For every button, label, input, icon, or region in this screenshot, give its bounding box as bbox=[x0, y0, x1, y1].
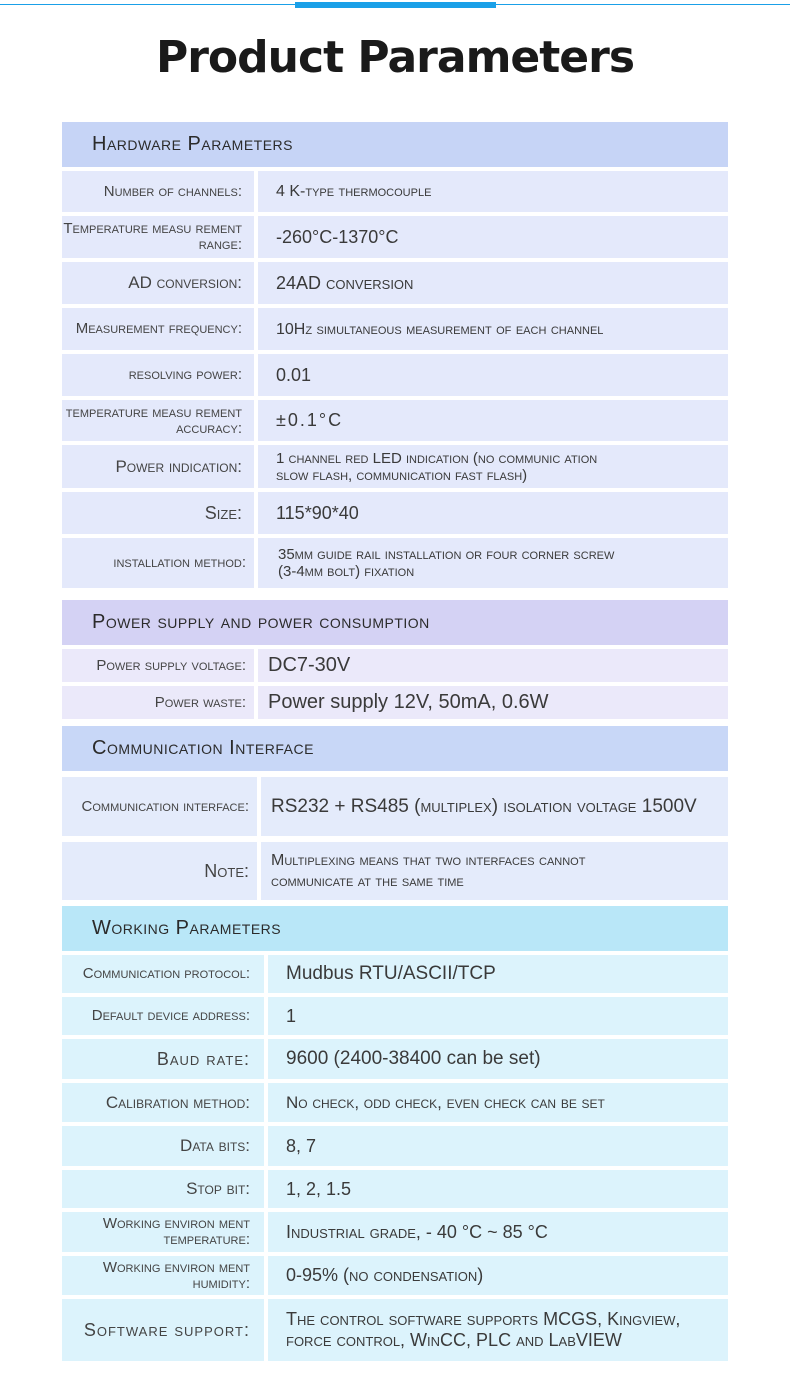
param-label: Data bits: bbox=[62, 1126, 264, 1166]
hardware-parameters-section bbox=[62, 122, 728, 588]
param-value: Mudbus RTU/ASCII/TCP bbox=[268, 955, 728, 993]
param-label: AD conversion: bbox=[62, 262, 254, 304]
param-value: Multiplexing means that two interfaces cannot communicate at the same time bbox=[261, 842, 728, 900]
page-title: Product Parameters bbox=[155, 32, 635, 83]
param-label: installation method: bbox=[62, 538, 254, 588]
param-label: Note: bbox=[62, 842, 257, 900]
param-label: Software support: bbox=[62, 1299, 264, 1361]
param-value: Industrial grade, - 40 °C ~ 85 °C bbox=[268, 1212, 728, 1252]
param-value: 1, 2, 1.5 bbox=[268, 1170, 728, 1208]
param-value: 10Hz simultaneous measurement of each channel bbox=[258, 308, 728, 350]
param-label: Measurement frequency: bbox=[62, 308, 254, 350]
working-parameters-section bbox=[62, 906, 728, 1361]
section-header: Communication Interface bbox=[62, 726, 728, 771]
param-row bbox=[62, 777, 728, 836]
param-row bbox=[62, 1299, 728, 1361]
param-label: Default device address: bbox=[62, 997, 264, 1035]
param-value: 35mm guide rail installation or four corner screw (3-4mm bolt) fixation bbox=[258, 538, 728, 588]
communication-section bbox=[62, 726, 728, 900]
param-value: 0.01 bbox=[258, 354, 728, 396]
power-section bbox=[62, 600, 728, 719]
param-label: Power waste: bbox=[62, 686, 254, 719]
param-row bbox=[62, 171, 728, 212]
param-value: 1 bbox=[268, 997, 728, 1035]
param-label: Number of channels: bbox=[62, 171, 254, 212]
param-label: Power supply voltage: bbox=[62, 649, 254, 682]
param-label: Size: bbox=[62, 492, 254, 534]
param-label: Calibration method: bbox=[62, 1083, 264, 1122]
param-row bbox=[62, 1170, 728, 1208]
param-row bbox=[62, 538, 728, 588]
param-value: 9600 (2400-38400 can be set) bbox=[268, 1039, 728, 1079]
param-row bbox=[62, 308, 728, 350]
param-row bbox=[62, 997, 728, 1035]
param-label: resolving power: bbox=[62, 354, 254, 396]
section-header: Hardware Parameters bbox=[62, 122, 728, 167]
section-header: Power supply and power consumption bbox=[62, 600, 728, 645]
param-value: 0-95% (no condensation) bbox=[268, 1256, 728, 1295]
top-accent-bar bbox=[295, 2, 496, 8]
param-row bbox=[62, 354, 728, 396]
param-label: Communication protocol: bbox=[62, 955, 264, 993]
param-label: Working environ ment temperature: bbox=[62, 1212, 264, 1252]
param-row bbox=[62, 842, 728, 900]
section-header: Working Parameters bbox=[62, 906, 728, 951]
param-value: ±0.1°C bbox=[258, 400, 728, 441]
param-row bbox=[62, 1256, 728, 1295]
param-row bbox=[62, 445, 728, 488]
param-value: 4 K-type thermocouple bbox=[258, 171, 728, 212]
param-value: 1 channel red LED indication (no communic ation slow flash, communication fast flash) bbox=[258, 445, 728, 488]
param-value: 8, 7 bbox=[268, 1126, 728, 1166]
param-value: The control software supports MCGS, Kingview, force control, WinCC, PLC and LabVIEW bbox=[268, 1299, 728, 1361]
param-value: DC7-30V bbox=[258, 649, 728, 682]
param-label: Baud rate: bbox=[62, 1039, 264, 1079]
param-value: No check, odd check, even check can be set bbox=[268, 1083, 728, 1122]
param-value: 24AD conversion bbox=[258, 262, 728, 304]
param-value: RS232 + RS485 (multiplex) isolation voltage 1500V bbox=[261, 777, 728, 836]
param-label: temperature measu rement accuracy: bbox=[62, 400, 254, 441]
param-value: -260°C-1370°C bbox=[258, 216, 728, 258]
param-row bbox=[62, 686, 728, 719]
param-row bbox=[62, 1039, 728, 1079]
param-label: Working environ ment humidity: bbox=[62, 1256, 264, 1295]
param-row bbox=[62, 1083, 728, 1122]
param-row bbox=[62, 1212, 728, 1252]
param-row bbox=[62, 400, 728, 441]
param-value: Power supply 12V, 50mA, 0.6W bbox=[258, 686, 728, 719]
param-row bbox=[62, 1126, 728, 1166]
param-row bbox=[62, 955, 728, 993]
param-label: Stop bit: bbox=[62, 1170, 264, 1208]
param-row bbox=[62, 649, 728, 682]
param-label: Communication interface: bbox=[62, 777, 257, 836]
param-label: Temperature measu rement range: bbox=[62, 216, 254, 258]
param-row bbox=[62, 492, 728, 534]
param-value: 115*90*40 bbox=[258, 492, 728, 534]
param-row bbox=[62, 262, 728, 304]
param-row bbox=[62, 216, 728, 258]
param-label: Power indication: bbox=[62, 445, 254, 488]
